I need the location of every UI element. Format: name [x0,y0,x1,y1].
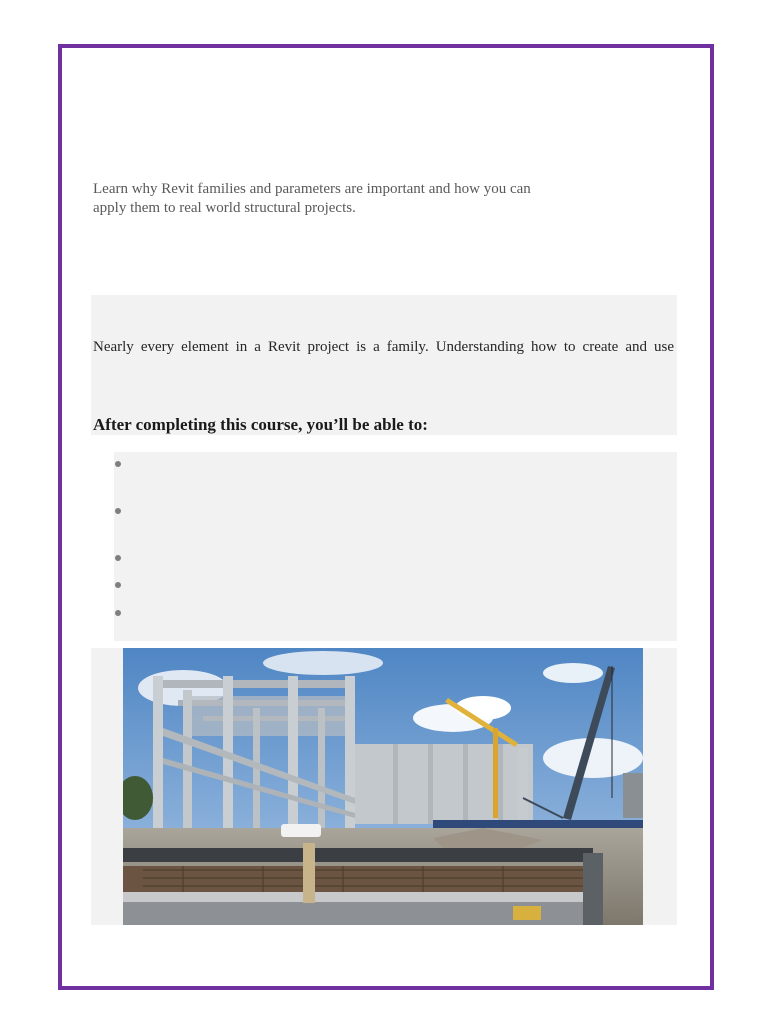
list-item-bullet [115,610,121,616]
intro-paragraph [93,180,593,218]
outcomes-list-panel [114,452,677,641]
list-item-bullet [115,508,121,514]
description-panel [91,295,677,435]
list-item-bullet [115,555,121,561]
description-text: Nearly every element in a Revit project is a family. Understanding how to create and use [93,339,674,355]
outcomes-heading: After completing this course, you’ll be able to: [93,415,428,434]
intro-line-1: Learn why Revit families and parameters are important and how you can [93,181,531,197]
list-item-bullet [115,461,121,467]
list-item-bullet [115,582,121,588]
construction-site-photo [123,648,643,925]
intro-line-2: apply them to real world structural projects. [93,200,356,216]
